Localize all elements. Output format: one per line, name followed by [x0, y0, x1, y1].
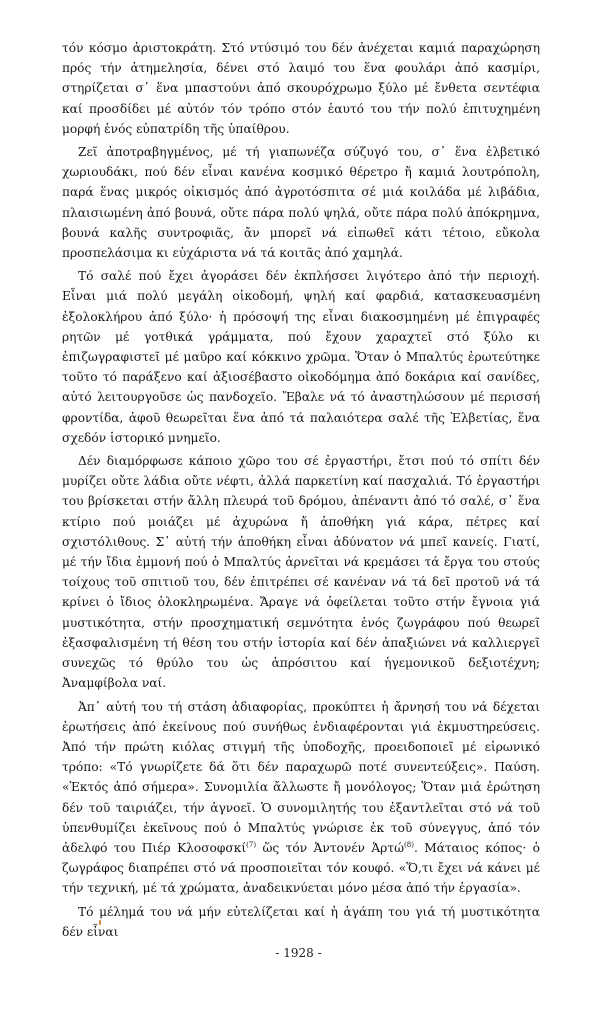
paragraph-5-text: Ἀπ᾽ αὐτή του τή στάση ἀδιαφορίας, προκύπτει ἡ ἄρνησή του νά δέχεται ἐρωτήσεις ἀπό ἐκείνους πού συνήθως ἐνδιαφέρονται γιά ἐκμυστηρεύσεις. Ἀπό τήν πρώτη κιόλας στιγμή τῆς ὑποδοχῆς, προειδοποιεῖ μέ εἰρωνικό τρόπο: «Τό γνωρίζετε δά ὅτι δέν παραχωρῶ ποτέ συνεντεύξεις». Παύση. «Ἐκτός ἀπό σήμερα». Συνομιλία ἄλλωστε ἤ μονόλογος; Ὅταν μιά ἐρώτηση δέν τοῦ ταιριάζει, τήν ἀγνοεῖ. Ὁ συνομιλητής του ἐξαντλεῖται στό νά τοῦ ὑπενθυμίζει ἐκεῖνους πού ὁ Μπαλτύς γνώρισε ἐκ τοῦ σύνεγγυς, ἀπό τόν ἀδελφό του Πιέρ Κλοσοφσκί [62, 699, 540, 855]
paragraph-2: Ζεῖ ἀποτραβηγμένος, μέ τή γιαπωνέζα σύζυγό του, σ᾽ ἕνα ἐλβετικό χωριουδάκι, πού δέν εἶναι κανένα κοσμικό θέρετρο ἤ καμιά λουτρόπολη, παρά ἕνας μικρός οἰκισμός ἀπό ἀγροτόσπιτα σέ μιά κοιλάδα μέ λιβάδια, πλαισιωμένη ἀπό βουνά, οὔτε πάρα πολύ ψηλά, οὔτε πάρα πολύ ἀπόκρημνα, βουνά καλῆς συντροφιᾶς, ἄν μπορεῖ νά εἰπωθεῖ κάτι τέτοιο, εὔκολα προσπελάσιμα κι εὐχάριστα νά τά κοιτᾶς ἀπό χαμηλά. [62, 145, 540, 261]
paragraph-5-text-cont: ὥς τόν Ἀντονέν Ἀρτώ [256, 840, 405, 855]
page-number: - 1928 - [275, 946, 322, 960]
paragraph-4: Δέν διαμόρφωσε κάποιο χῶρο του σέ ἐργαστήρι, ἔτσι πού τό σπίτι δέν μυρίζει οὔτε λάδια οὔτε νέφτι, ἀλλά παρκετίνη καί πασχαλιά. Τό ἐργαστήρι του βρίσκεται στήν ἄλλη πλευρά τοῦ δρόμου, ἀπέναντι ἀπό τό σαλέ, σ᾽ ἕνα κτίριο πού μοιάζει μέ ἀχυρώνα ἤ ἀποθήκη γιά κάρα, πέτρες καί σχιστόλιθους. Σ᾽ αὐτή τήν ἀποθήκη εἶναι ἀδύνατον νά μπεῖ κανείς. Γιατί, μέ τήν ἴδια ἐμμονή πού ὁ Μπαλτύς ἀρνεῖται νά κρεμάσει τά ἔργα του στούς τοίχους τοῦ σπιτιοῦ του, δέν ἐπιτρέπει σέ κανέναν νά τά δεῖ προτοῦ νά τά κρίνει ὁ ἴδιος ὁλοκληρωμένα. Ἄραγε νά ὀφείλεται τοῦτο στήν ἔγνοια γιά μυστικότητα, στήν προσχηματική σεμνότητα ἑνός ζωγράφου πού θεωρεῖ ἐξασφαλισμένη τή θέση του στήν ἱστορία καί δέν ἀπαξιώνει νά καλλιεργεῖ συνεχῶς τό θρύλο του ὡς ἀπρόσιτου καί ἡγεμονικοῦ δεξιοτέχνη; Ἀναμφίβολα ναί. [62, 454, 540, 691]
paragraph-3: Τό σαλέ πού ἔχει ἀγοράσει δέν ἐκπλήσσει λιγότερο ἀπό τήν περιοχή. Εἶναι μιά πολύ μεγάλη οἰκοδομή, ψηλή καί φαρδιά, κατασκευασμένη ἐξολοκλήρου ἀπό ξύλο· ἡ πρόσοψή της εἶναι διακοσμημένη μέ ἐπιγραφές ρητῶν μέ γοτθικά γράμματα, πού ἔχουν χαραχτεῖ στό ξύλο κι ἐπιζωγραφιστεῖ μέ μαῦρο καί κόκκινο χρῶμα. Ὅταν ὁ Μπαλτύς ἐρωτεύτηκε τοῦτο τό παράξενο καί ἀξιοσέβαστο οἰκοδόμημα ἀπό δοκάρια καί σανίδες, αὐτό λειτουργοῦσε ὡς πανδοχεῖο. Ἔβαλε νά τό ἀναστηλώσουν μέ περισσή φροντίδα, ἀφοῦ θεωρεῖται ἕνα ἀπό τά παλαιότερα σαλέ τῆς Ἐλβετίας, ἕνα σχεδόν ἱστορικό μνημεῖο. [62, 269, 540, 445]
body-text [62, 38, 540, 945]
paragraph-5-text-end: . Μάταιος κόπος· ὁ ζωγράφος διαπρέπει στό νά προσποιεῖται τόν κουφό. «Ὅ,τι ἔχει νά κάνει μέ τήν τεχνική, μέ τά χρώματα, ἀναδεικνύεται μόνο μέσα ἀπό τήν ἐργασία». [62, 840, 540, 896]
footnote-ref-7: (7) [246, 840, 257, 849]
paragraph-5 [62, 697, 540, 899]
paragraph-6: Τό μέλημά του νά μήν εὐτελίζεται καί ἡ ἀγάπη του γιά τή μυστικότητα δέν εἶναι [62, 904, 540, 939]
paragraph-1: τόν κόσμο ἀριστοκράτη. Στό ντύσιμό του δέν ἀνέχεται καμιά παραχώρηση πρός τήν ἀτημελησία, δένει στό λαιμό του ἕνα φουλάρι ἀπό κασμίρι, στηρίζεται σ᾽ ἕνα μπαστούνι ἀπό σκουρόχρωμο ξύλο μέ ἔνθετα σεντέφια καί προσδίδει μέ αὐτόν τόν τρόπο στόν ἑαυτό του τήν πολύ ἐπιτυχημένη μορφή ἑνός εὐπατρίδη τῆς ὑπαίθρου. [62, 41, 540, 136]
footnote-ref-8: (8) [404, 840, 414, 849]
ink-mark [99, 920, 101, 925]
